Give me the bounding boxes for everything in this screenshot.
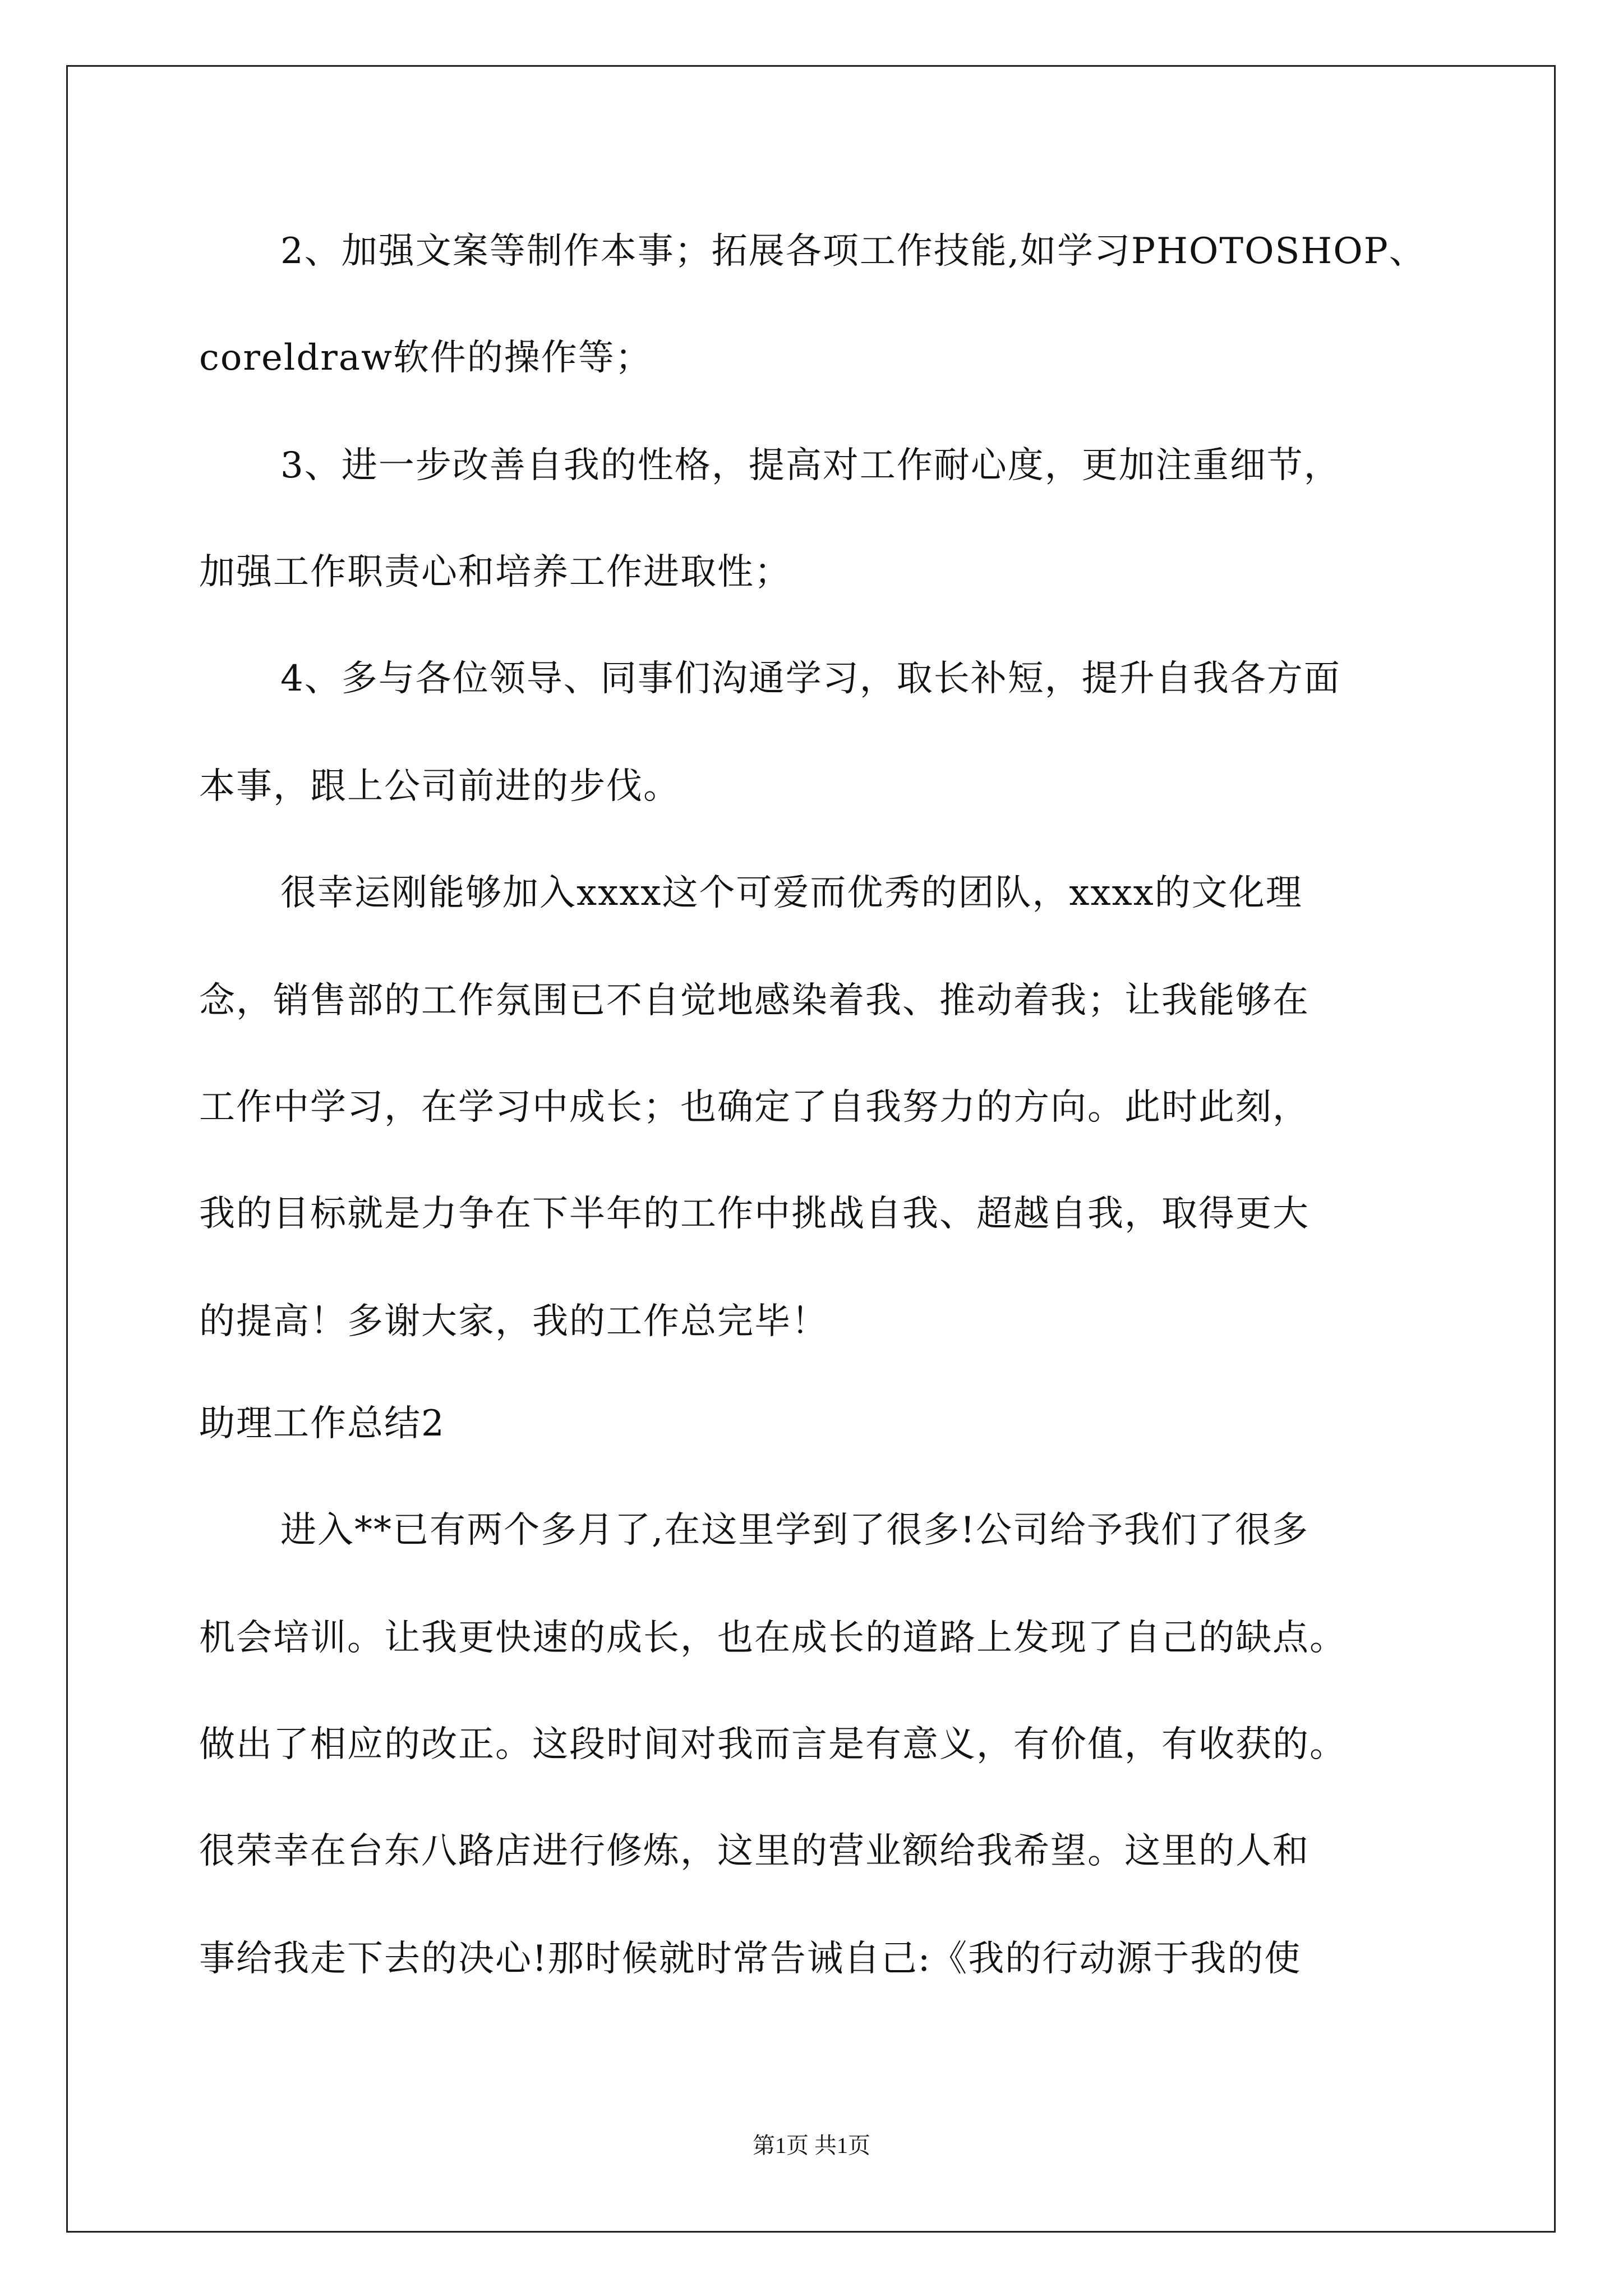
paragraph-line: 念，销售部的工作氛围已不自觉地感染着我、推动着我；让我能够在 [199,980,1310,1022]
paragraph-line: 我的目标就是力争在下半年的工作中挑战自我、超越自我，取得更大 [199,1193,1310,1235]
paragraph-line: 加强工作职责心和培养工作进取性； [199,551,791,593]
paragraph-line: 机会培训。让我更快速的成长，也在成长的道路上发现了自己的缺点。 [199,1617,1347,1659]
paragraph-line: 进入**已有两个多月了,在这里学到了很多!公司给予我们了很多 [280,1510,1310,1551]
paragraph-line: 3、进一步改善自我的性格，提高对工作耐心度，更加注重细节， [280,445,1341,486]
paragraph-line: 工作中学习，在学习中成长；也确定了自我努力的方向。此时此刻， [199,1087,1310,1128]
paragraph-line: 4、多与各位领导、同事们沟通学习，取长补短，提升自我各方面 [280,658,1341,700]
paragraph-line: coreldraw软件的操作等； [199,337,652,379]
page-number-footer: 第1页 共1页 [753,2133,870,2158]
paragraph-line: 事给我走下去的决心!那时候就时常告诫自己:《我的行动源于我的使 [199,1938,1302,1980]
paragraph-line: 做出了相应的改正。这段时间对我而言是有意义，有价值，有收获的。 [199,1724,1347,1765]
section-heading: 助理工作总结2 [199,1403,445,1444]
paragraph-line: 的提高！多谢大家，我的工作总完毕！ [199,1301,828,1342]
paragraph-line: 很荣幸在台东八路店进行修炼，这里的营业额给我希望。这里的人和 [199,1830,1310,1872]
page-border [66,65,1556,2233]
paragraph-line: 本事，跟上公司前进的步伐。 [199,766,680,807]
paragraph-line: 很幸运刚能够加入xxxx这个可爱而优秀的团队，xxxx的文化理 [280,872,1303,914]
paragraph-line: 2、加强文案等制作本事；拓展各项工作技能,如学习PHOTOSHOP、 [280,231,1426,272]
